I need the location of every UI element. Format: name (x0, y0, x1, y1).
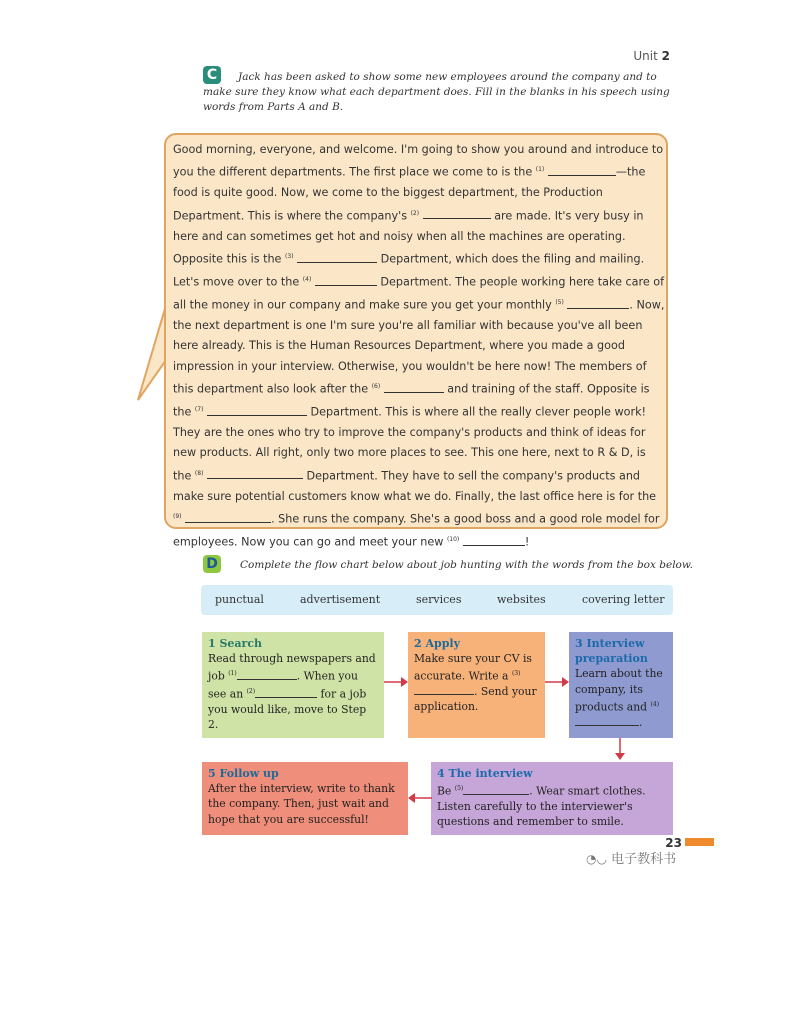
speech-seg: Department. This is where all the really clever people work! They are the ones who try to improve the company's products and think of ideas for new products. All right, only two more places to see. This one here, next to R & D, is the (173, 405, 647, 483)
blank-10[interactable] (463, 535, 525, 546)
step-text: . Wear smart clothes. Listen carefully to the interviewer's questions and remember to smile. (437, 784, 646, 829)
step-text: . Send your application. (414, 685, 537, 714)
flow-blank-5[interactable] (463, 785, 529, 795)
blank-9[interactable] (185, 512, 271, 523)
flow-step-follow-up (202, 762, 408, 835)
speech-seg: . She runs the company. She's a good boss and a good role model for employees. Now you can go and meet your new (173, 512, 660, 549)
speech-text (173, 140, 665, 553)
flow-blank-3[interactable] (414, 685, 474, 695)
flow-step-search (202, 632, 384, 738)
step-title: 4 The interview (437, 767, 533, 780)
blank-8[interactable] (207, 468, 303, 479)
speech-seg: Good morning, everyone, and welcome. I'm going to show you around and introduce to you the different departments. The first place we come to is the (173, 143, 664, 180)
flow-step-interview-prep (569, 632, 673, 738)
speech-seg: Department. The people working here take care of all the money in our company and make sure you get your monthly (173, 275, 665, 312)
speech-seg: —the food is quite good. Now, we come to the biggest department, the Production Department. This is where the company's (173, 166, 646, 223)
step-text: After the interview, write to thank the company. Then, just wait and hope that you are successful! (208, 782, 395, 826)
page-number: 23 (665, 836, 682, 850)
word-box (201, 585, 673, 615)
step-text: . (639, 715, 643, 729)
flow-blank-2[interactable] (255, 688, 317, 698)
unit-number: 2 (661, 49, 670, 63)
blank-number: (4) (650, 700, 660, 708)
unit-word: Unit (633, 49, 658, 63)
flow-blank-4[interactable] (575, 716, 639, 726)
section-d-instruction: Complete the flow chart below about job hunting with the words from the box below. (240, 559, 693, 571)
blank-7[interactable] (207, 405, 307, 416)
word-option: advertisement (300, 593, 381, 606)
step-title: 1 Search (208, 637, 263, 650)
blank-number: (5) (555, 299, 564, 307)
watermark-text: 电子教科书 (611, 852, 677, 867)
blank-number: (2) (410, 209, 420, 217)
arrow-down-icon (614, 738, 626, 762)
step-title: 2 Apply (414, 637, 460, 650)
arrow-left-icon (408, 792, 432, 804)
word-option: covering letter (582, 593, 665, 606)
blank-number: (9) (173, 512, 182, 520)
word-option: services (416, 593, 462, 606)
speech-seg: . Now, the next department is one I'm sure you're all familiar with because you've all been here already. This is the Human Resources Department, where you made a good impression in your interview. Otherwise, you wouldn't be here now! The members of this department also look after the (173, 298, 665, 396)
word-option: punctual (215, 593, 264, 606)
speech-seg: are made. It's very busy in here and can sometimes get hot and noisy when all the machines are operating. Opposite this is the (173, 209, 644, 266)
blank-number: (6) (371, 382, 381, 390)
step-text: Be (437, 784, 455, 798)
blank-number: (2) (246, 688, 256, 696)
speech-seg: Department. They have to sell the company's products and make sure potential customers know what we do. Finally, the last office here is for the (173, 469, 657, 503)
flow-step-interview (431, 762, 673, 835)
speech-seg: ! (524, 535, 530, 549)
blank-4[interactable] (315, 275, 377, 286)
flow-step-apply (408, 632, 545, 738)
step-title: 5 Follow up (208, 767, 279, 780)
section-c-instruction: Jack has been asked to show some new employees around the company and to make sure they know what each department does. Fill in the blanks in his speech using words from Parts A and B. (203, 71, 670, 113)
unit-label (633, 49, 670, 63)
blank-number: (8) (194, 469, 204, 477)
blank-5[interactable] (567, 298, 629, 309)
step-text: for a job you would like, move to Step 2. (208, 687, 367, 732)
blank-number: (10) (446, 535, 460, 543)
section-c-badge: C (203, 66, 221, 84)
blank-3[interactable] (297, 252, 377, 263)
step-text: Read through newspapers and job (208, 652, 376, 683)
blank-number: (5) (454, 785, 464, 793)
page-number-bar (685, 838, 714, 846)
word-option: websites (497, 593, 546, 606)
watermark (586, 848, 676, 867)
step-title: 3 Interview preparation (575, 637, 648, 666)
speech-seg: and training of the staff. Opposite is the (173, 382, 650, 419)
section-d-badge: D (203, 555, 221, 573)
wechat-icon: ◔◡ (586, 852, 607, 866)
step-text: . When you see an (208, 670, 358, 701)
blank-number: (3) (511, 670, 521, 678)
step-text: Make sure your CV is accurate. Write a (414, 652, 532, 683)
blank-2[interactable] (423, 208, 491, 219)
arrow-right-icon (384, 676, 410, 688)
blank-6[interactable] (384, 382, 444, 393)
blank-number: (7) (194, 405, 204, 413)
arrow-right-icon (545, 676, 571, 688)
blank-number: (4) (302, 275, 312, 283)
blank-number: (1) (228, 670, 237, 678)
blank-number: (3) (285, 252, 294, 260)
flow-blank-1[interactable] (237, 670, 297, 680)
blank-number: (1) (535, 166, 545, 174)
step-text: Learn about the company, its products and (575, 667, 663, 714)
blank-1[interactable] (548, 165, 616, 176)
speech-seg: Department, which does the filing and mailing. Let's move over to the (173, 252, 645, 289)
